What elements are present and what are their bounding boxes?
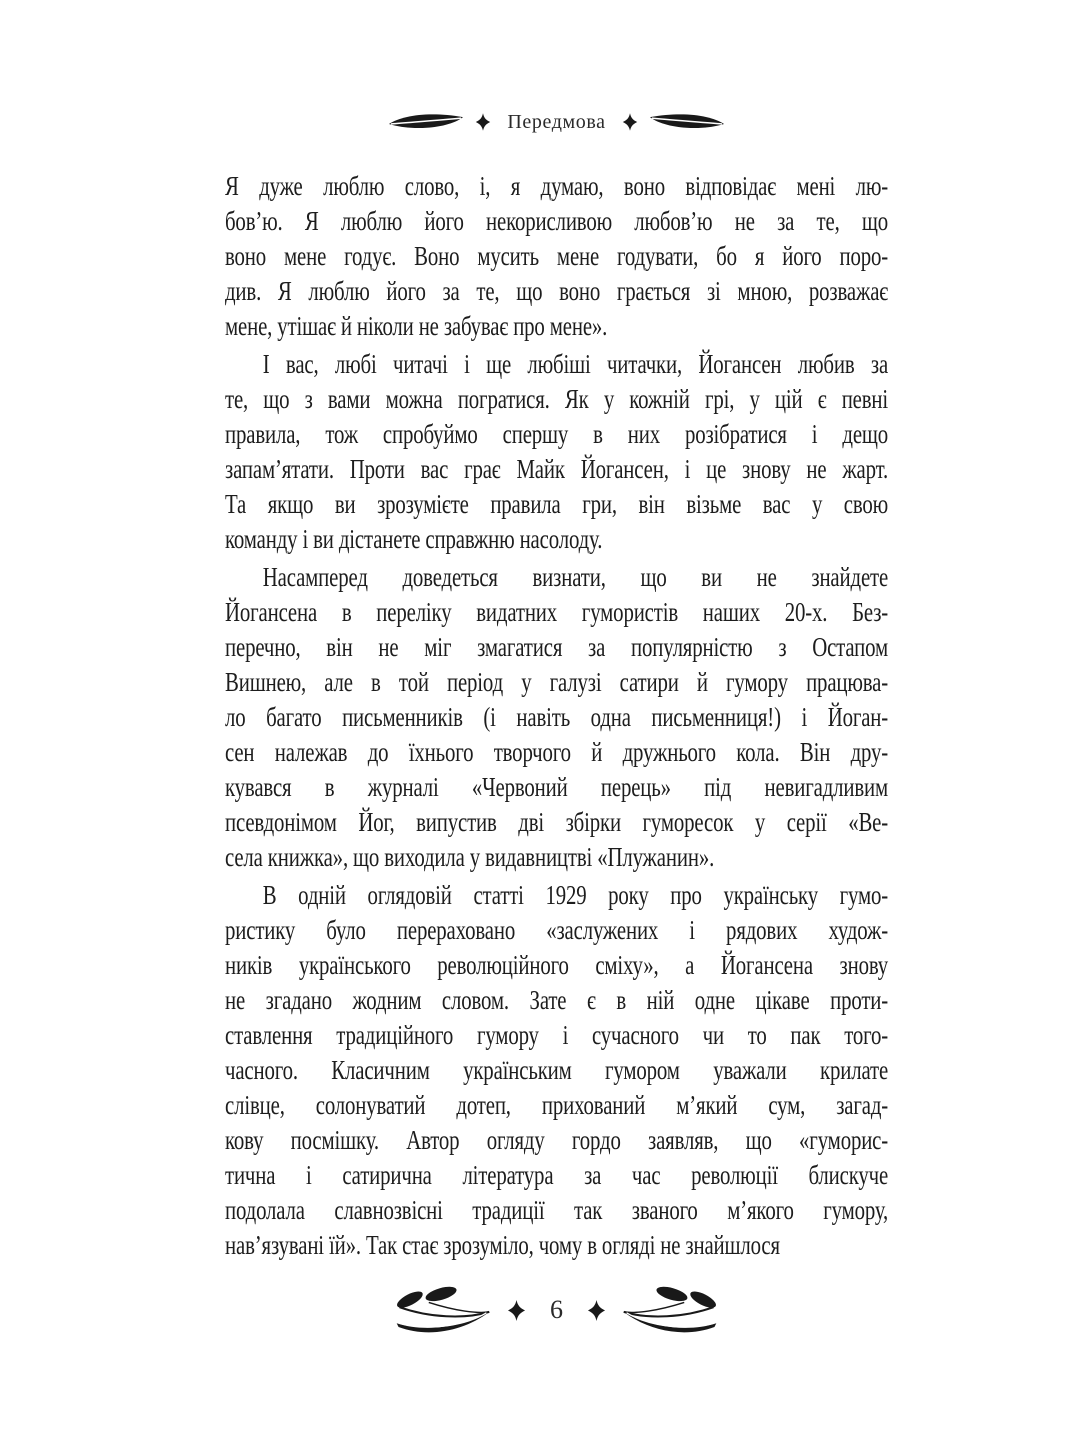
leaf-flourish-right-icon <box>648 110 726 134</box>
text-line: кувався в журналі «Червоний перець» під невигадливим <box>225 772 889 802</box>
text-line: кову посмішку. Автор огляду гордо заявляв, що «гуморис- <box>225 1125 889 1155</box>
text-line: подолала славнозвісні традиції так званого м’якого гумору, <box>225 1195 889 1225</box>
text-line: Я дуже люблю слово, і, я думаю, воно відповідає мені лю- <box>225 171 889 201</box>
text-line: сен належав до їхнього творчого й дружнього кола. Він дру- <box>225 737 889 767</box>
text-block <box>225 169 888 1263</box>
text-line: перечно, він не міг змагатися за популярністю з Остапом <box>225 632 889 662</box>
text-line: ників українського революційного сміху», а Йогансена знову <box>225 950 889 980</box>
text-line: слівце, солонуватий дотеп, прихований м’який сум, загад- <box>225 1090 889 1120</box>
text-line: мене, утішає й ніколи не забуває про мене». <box>225 311 608 341</box>
text-line: тична і сатирична література за час революції блискуче <box>225 1160 889 1190</box>
text-line: воно мене годує. Воно мусить мене годувати, бо я його поро- <box>225 241 889 271</box>
text-line: нав’язувані їй». Так стає зрозуміло, чому в огляді не знайшлося <box>225 1230 780 1260</box>
text-line: села книжка», що виходила у видавництві «Плужанин». <box>225 842 715 872</box>
text-line: бов’ю. Я люблю його некорисливою любов’ю не за те, що <box>225 206 889 236</box>
paragraph <box>225 347 888 557</box>
text-line: Йогансена в переліку видатних гумористів наших 20-х. Без- <box>225 597 889 627</box>
text-line: Насамперед доведеться визнати, що ви не знайдете <box>262 562 889 592</box>
text-line: запам’ятати. Проти вас грає Майк Йогансен, і це знову не жарт. <box>225 454 889 484</box>
page-number: 6 <box>550 1295 563 1324</box>
page-footer <box>225 1282 888 1338</box>
text-line: див. Я люблю його за те, що воно грається зі мною, розважає <box>225 276 889 306</box>
text-line: ставлення традиційного гумору і сучасного чи то пак того- <box>225 1020 889 1050</box>
text-line: Та якщо ви зрозумієте правила гри, він візьме вас у свою <box>225 489 889 519</box>
chapter-title: Передмова <box>507 110 606 133</box>
paragraph <box>225 560 888 875</box>
diamond-icon <box>587 1299 606 1322</box>
text-line: І вас, любі читачі і ще любіші читачки, Йогансен любив за <box>262 349 889 379</box>
text-line: ристику було перераховано «заслужених і рядових худож- <box>225 915 889 945</box>
chapter-header <box>225 104 888 140</box>
text-line: В одній оглядовій статті 1929 року про українську гумо- <box>262 880 889 910</box>
text-line: правила, тож спробуймо спершу в них розібратися і дещо <box>225 419 889 449</box>
diamond-icon <box>507 1299 526 1322</box>
diamond-icon <box>622 112 638 132</box>
text-line: команду і ви дістанете справжню насолоду. <box>225 524 603 554</box>
paragraph <box>225 169 888 344</box>
text-line: не згадано жодним словом. Зате є в ній одне цікаве проти- <box>225 985 889 1015</box>
text-line: те, що з вами можна погратися. Як у кожній грі, у цій є певні <box>225 384 889 414</box>
text-line: ло багато письменників (і навіть одна письменниця!) і Йоган- <box>225 702 889 732</box>
leaf-flourish-left-icon <box>387 110 465 134</box>
cattail-flourish-left-icon <box>391 1283 493 1337</box>
text-line: псевдонімом Йог, випустив дві збірки гуморесок у серії «Ве- <box>225 807 889 837</box>
text-line: часного. Класичним українським гумором уважали крилате <box>225 1055 889 1085</box>
text-line: Вишнею, але в той період у галузі сатири й гумору працюва- <box>225 667 889 697</box>
cattail-flourish-right-icon <box>620 1283 722 1337</box>
diamond-icon <box>475 112 491 132</box>
paragraph <box>225 878 888 1263</box>
